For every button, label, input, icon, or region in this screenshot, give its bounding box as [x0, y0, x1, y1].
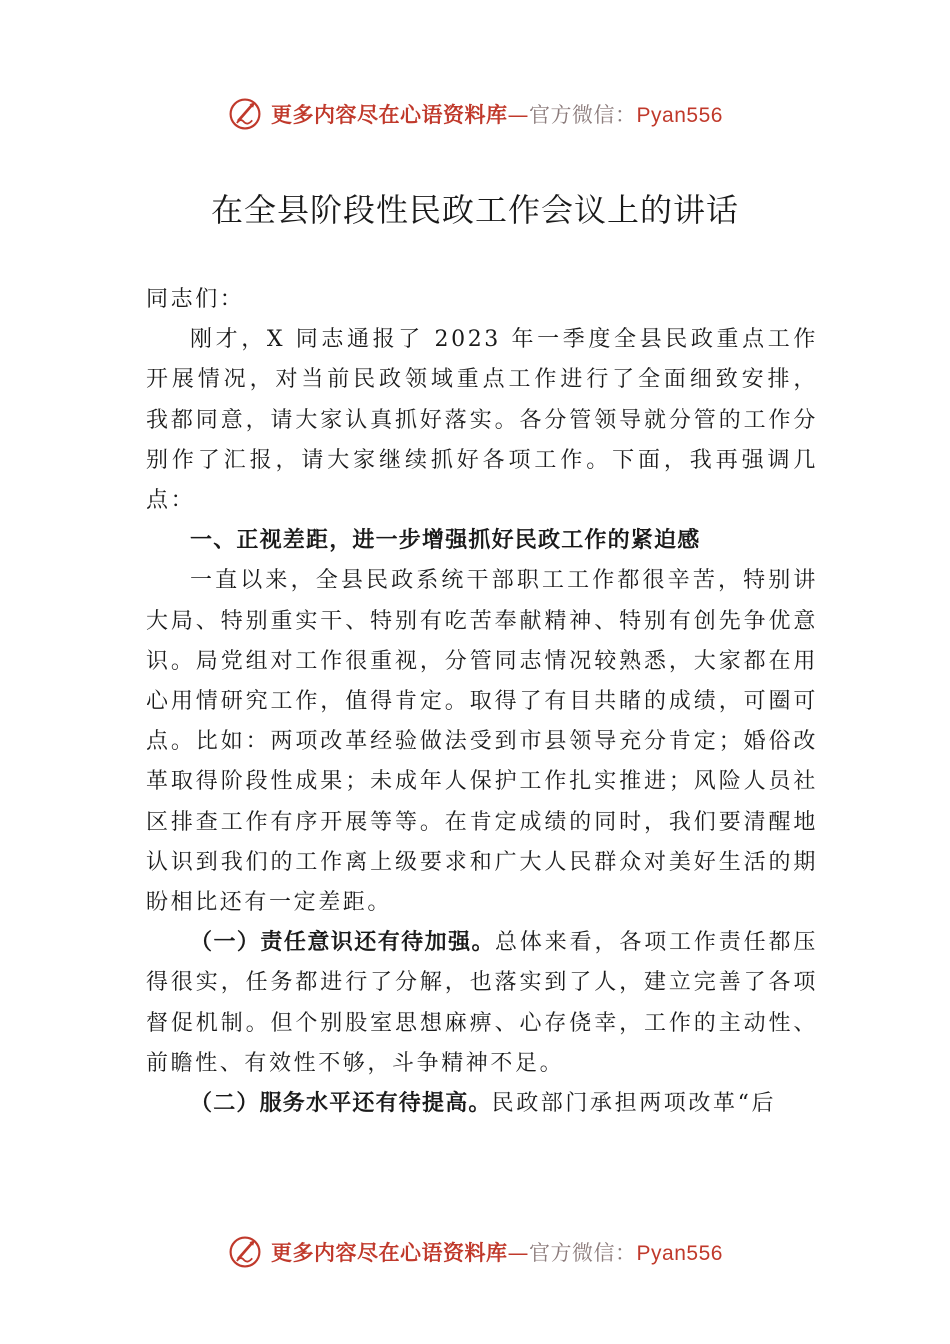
subsection-2-body: 民政部门承担两项改革“后 — [491, 1091, 777, 1117]
watermark-wechat: Pyan556 — [636, 104, 723, 127]
watermark-part2: 官方微信： — [529, 103, 637, 127]
pen-seal-logo-icon — [227, 1234, 263, 1270]
section-heading-1: 一、正视差距，进一步增强抓好民政工作的紧迫感 — [190, 528, 701, 554]
subsection-1-body: 总体来看，各项工作责任都压得很实，任务都进行了分解，也落实到了人，建立完善了各项督促机制。但个别股室思想麻痹、心存侥幸，工作的主动性、前瞻性、有效性不够，斗争精神不足。 — [146, 930, 818, 1076]
watermark-banner-top — [0, 94, 950, 134]
watermark-part1: 更多内容尽在心语资料库 — [271, 1241, 508, 1265]
salutation: 同志们： — [146, 287, 245, 312]
pen-seal-logo-icon — [227, 96, 263, 132]
watermark-dash: — — [507, 103, 530, 127]
subsection-2-lead: （二）服务水平还有待提高。 — [190, 1091, 492, 1117]
watermark-text — [271, 99, 723, 129]
watermark-part2: 官方微信： — [529, 1241, 637, 1265]
paragraph-subsection-1 — [146, 923, 818, 1084]
subsection-1-lead: （一）责任意识还有待加强。 — [190, 930, 496, 956]
paragraph-achievements: 一直以来，全县民政系统干部职工工作都很辛苦，特别讲大局、特别重实干、特别有吃苦奉献精神、特别有创先争优意识。局党组对工作很重视，分管同志情况较熟悉，大家都在用心用情研究工作，值得肯定。取得了有目共睹的成绩，可圈可点。比如：两项改革经验做法受到市县领导充分肯定；婚俗改革取得阶段性成果；未成年人保护工作扎实推进；风险人员社区排查工作有序开展等等。在肯定成绩的同时，我们要清醒地认识到我们的工作离上级要求和广大人民群众对美好生活的期盼相比还有一定差距。 — [146, 568, 818, 916]
watermark-part1: 更多内容尽在心语资料库 — [271, 103, 508, 127]
document-title: 在全县阶段性民政工作会议上的讲话 — [210, 191, 739, 229]
paragraph-subsection-2 — [146, 1084, 818, 1124]
watermark-wechat: Pyan556 — [636, 1242, 723, 1265]
watermark-text — [271, 1237, 723, 1267]
document-body — [146, 280, 818, 1124]
paragraph-intro: 刚才，X 同志通报了 2023 年一季度全县民政重点工作开展情况，对当前民政领域重点工作进行了全面细致安排， 我都同意，请大家认真抓好落实。各分管领导就分管的工作分别作了汇报，请大家继续抓好各项工作。下面，我再强调几点： — [146, 327, 818, 514]
watermark-banner-bottom — [0, 1232, 950, 1272]
watermark-dash: — — [507, 1241, 530, 1265]
